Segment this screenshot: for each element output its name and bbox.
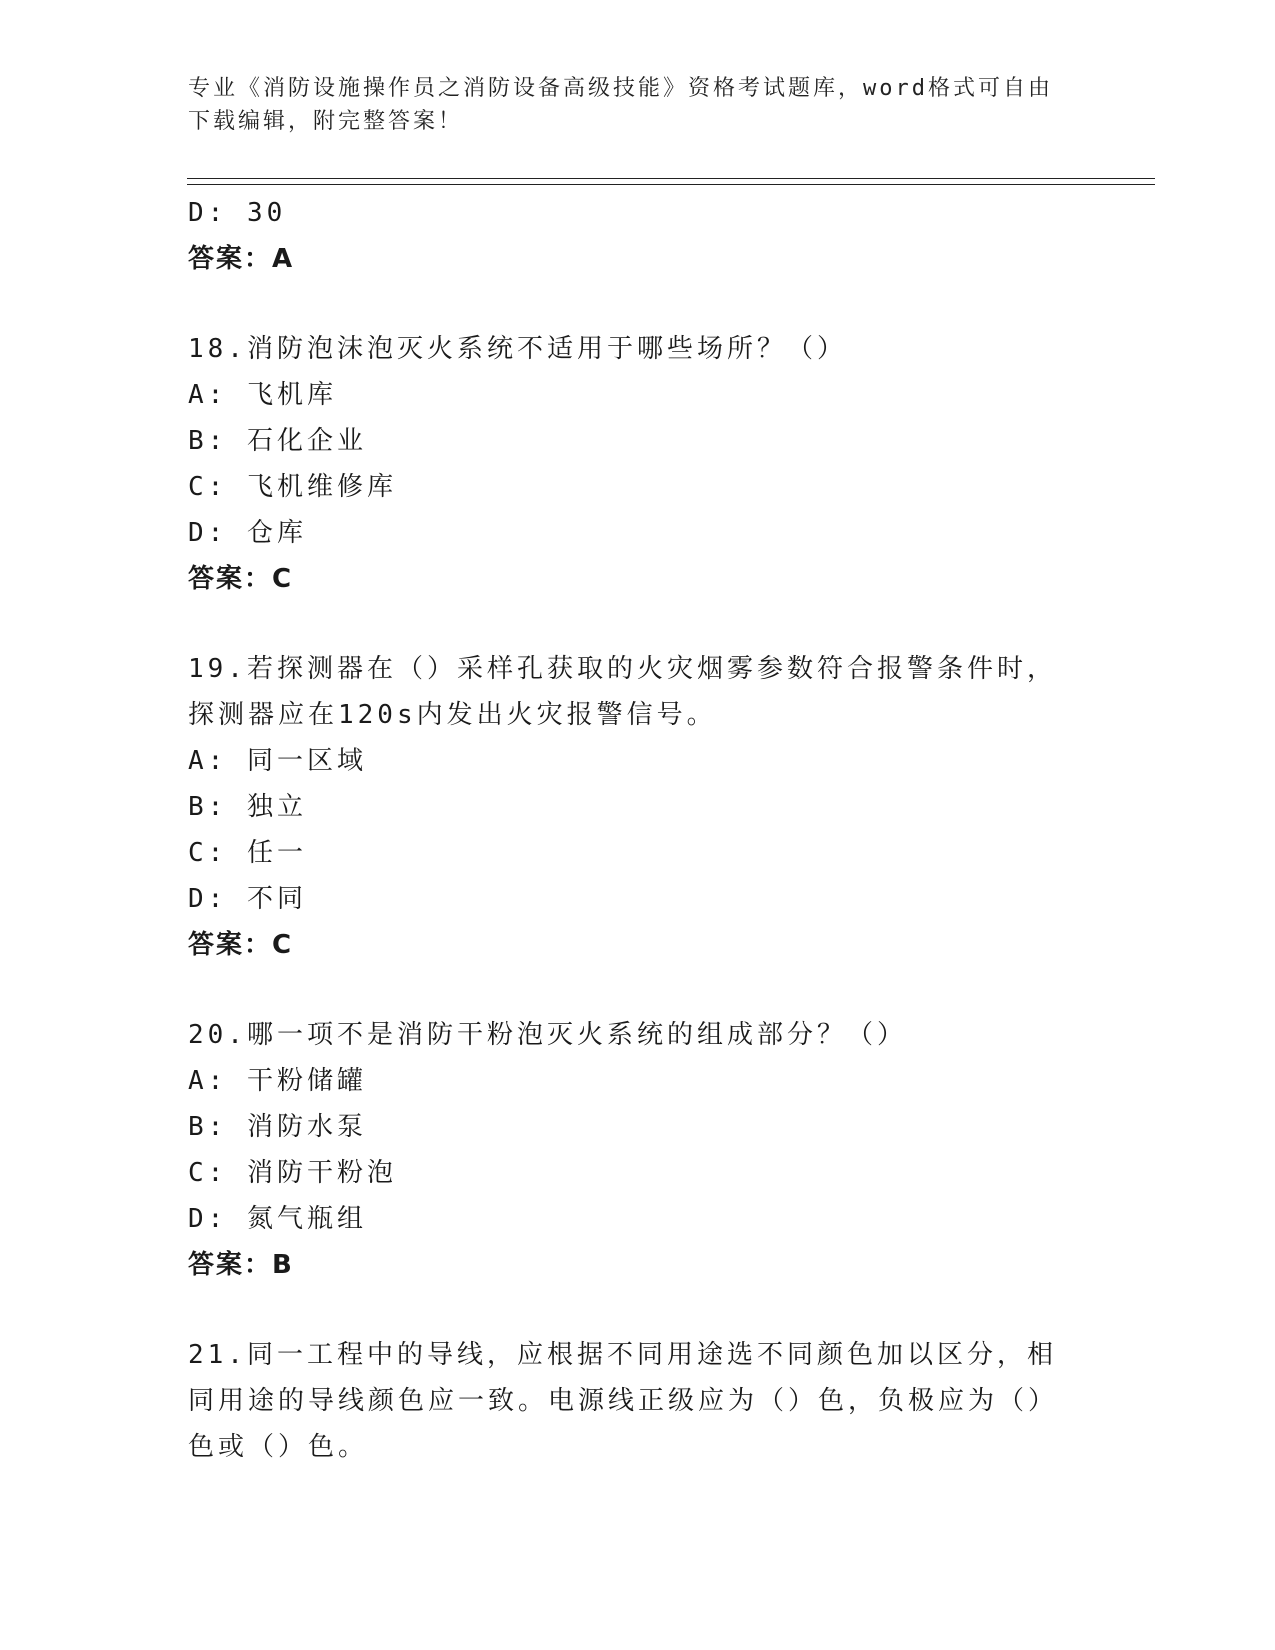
header-rule-bottom — [187, 184, 1155, 185]
option-c: C: 消防干粉泡 — [188, 1158, 397, 1188]
question-21 — [188, 1332, 1088, 1470]
question-stem: 20.哪一项不是消防干粉泡灭火系统的组成部分？（） — [188, 1020, 907, 1050]
option-d: D: 30 — [188, 198, 287, 228]
question-stem: 19.若探测器在（）采样孔获取的火灾烟雾参数符合报警条件时，探测器应在120s内发出火灾报警信号。 — [188, 654, 1057, 730]
question-20 — [188, 1012, 1088, 1288]
option-a: A: 同一区域 — [188, 746, 367, 776]
option-b: B: 消防水泵 — [188, 1112, 367, 1142]
option-d: D: 氮气瓶组 — [188, 1204, 367, 1234]
question-list — [188, 190, 1088, 1470]
option-d: D: 仓库 — [188, 518, 307, 548]
document-header: 专业《消防设施操作员之消防设备高级技能》资格考试题库，word格式可自由下载编辑，附完整答案！ — [188, 76, 1053, 134]
option-b: B: 石化企业 — [188, 426, 367, 456]
option-c: C: 任一 — [188, 838, 307, 868]
answer-line: 答案：A — [188, 244, 295, 274]
answer-line: 答案：C — [188, 564, 294, 594]
option-a: A: 飞机库 — [188, 380, 337, 410]
question-18 — [188, 326, 1088, 602]
option-d: D: 不同 — [188, 884, 307, 914]
question-19 — [188, 646, 1088, 968]
header-rule-top — [187, 178, 1155, 179]
option-c: C: 飞机维修库 — [188, 472, 397, 502]
answer-line: 答案：B — [188, 1250, 294, 1280]
answer-line: 答案：C — [188, 930, 294, 960]
question-stem: 21.同一工程中的导线，应根据不同用途选不同颜色加以区分，相同用途的导线颜色应一致。电源线正级应为（）色，负极应为（）色或（）色。 — [188, 1340, 1059, 1462]
option-b: B: 独立 — [188, 792, 307, 822]
question-stem: 18.消防泡沫泡灭火系统不适用于哪些场所？（） — [188, 334, 847, 364]
option-a: A: 干粉储罐 — [188, 1066, 367, 1096]
